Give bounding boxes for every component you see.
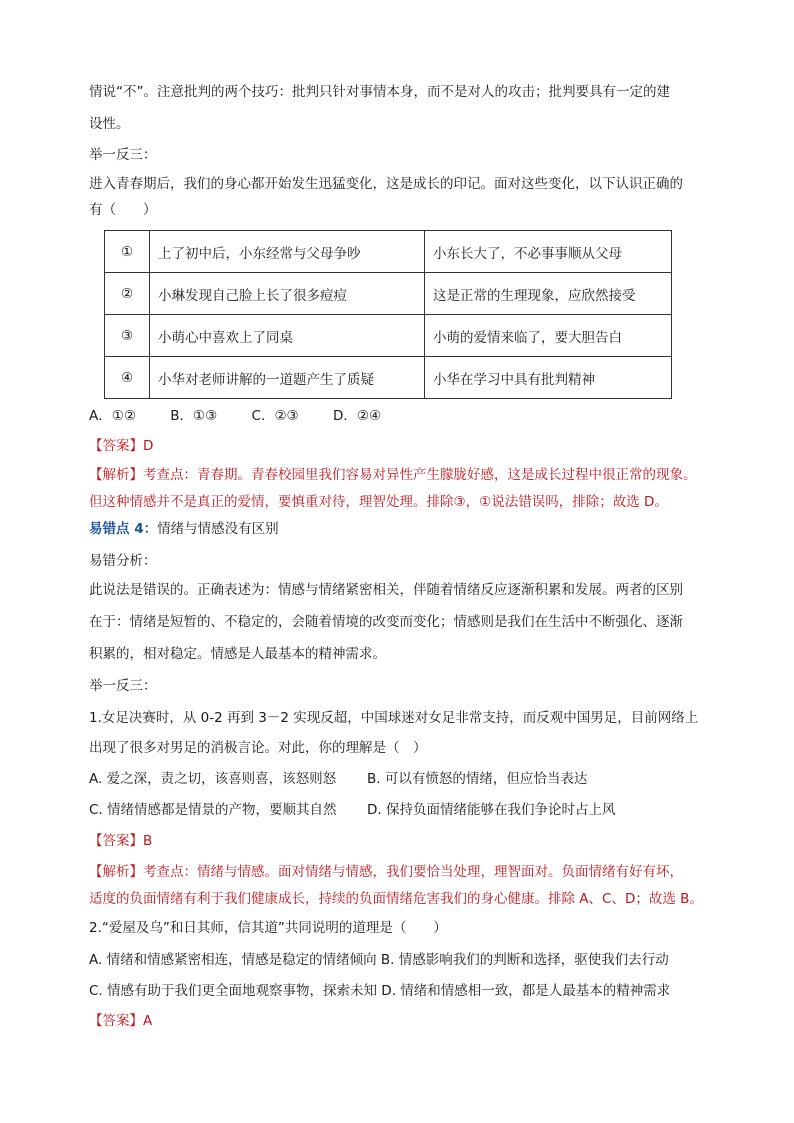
answer-value: D bbox=[143, 438, 154, 454]
question-line: 有（ ） bbox=[89, 202, 157, 218]
option-a: A．①② bbox=[89, 408, 136, 424]
paragraph-line: 积累的，相对稳定。情感是人最基本的精神需求。 bbox=[89, 646, 386, 662]
table-cell-situation: 上了初中后，小东经常与父母争吵 bbox=[150, 231, 425, 273]
question-line: 出现了很多对男足的消极言论。对此，你的理解是（ ） bbox=[89, 740, 427, 756]
answer-line bbox=[89, 831, 152, 851]
analysis-line: 但这种情感并不是真正的爱情，要慎重对待，理智处理。排除③，①说法错误吗，排除；故选 D。 bbox=[89, 494, 668, 510]
option-line bbox=[89, 769, 587, 789]
option-c: C. 情绪情感都是情景的产物，要顺其自然 bbox=[89, 802, 337, 818]
error-point-label: 易错点 4： bbox=[89, 521, 158, 537]
table-row bbox=[105, 231, 672, 273]
answer-tag: 【答案】 bbox=[89, 1013, 143, 1029]
table-cell-judgement: 小东长大了，不必事事顺从父母 bbox=[425, 231, 672, 273]
option-a: A. 爱之深，责之切，该喜则喜，该怒则怒 bbox=[89, 771, 337, 787]
analysis-tag: 【解析】 bbox=[89, 864, 143, 880]
table-cell-judgement: 小萌的爱情来临了，要大胆告白 bbox=[425, 315, 672, 357]
table-cell-num: ① bbox=[105, 231, 150, 273]
table-row bbox=[105, 273, 672, 315]
answer-tag: 【答案】 bbox=[89, 438, 143, 454]
table-row bbox=[105, 315, 672, 357]
option-line: A. 情绪和情感紧密相连，情感是稳定的情绪倾向 B. 情感影响我们的判断和选择，驱使我们去行动 bbox=[89, 952, 669, 968]
table-cell-judgement: 这是正常的生理现象，应欣然接受 bbox=[425, 273, 672, 315]
answer-tag: 【答案】 bbox=[89, 833, 143, 849]
error-point-text: 情绪与情感没有区别 bbox=[157, 521, 279, 537]
option-b: B．①③ bbox=[170, 408, 218, 424]
section-label: 举一反三： bbox=[89, 678, 157, 694]
question-line: 1.女足决赛时，从 0-2 再到 3－2 实现反超，中国球迷对女足非常支持，而反观中国男足，目前网络上 bbox=[89, 710, 699, 726]
analysis-text: 考查点：青春期。青春校园里我们容易对异性产生朦胧好感，这是成长过程中很正常的现象。 bbox=[143, 467, 697, 483]
option-d: D．②④ bbox=[332, 408, 382, 424]
option-d: D. 保持负面情绪能够在我们争论时占上风 bbox=[367, 802, 616, 818]
table-cell-num: ③ bbox=[105, 315, 150, 357]
option-b: B. 可以有愤怒的情绪，但应恰当表达 bbox=[367, 771, 588, 787]
answer-value: B bbox=[143, 833, 153, 849]
analysis-text: 考查点：情绪与情感。面对情绪与情感，我们要恰当处理，理智面对。负面情绪有好有坏， bbox=[143, 864, 683, 880]
option-c: C．②③ bbox=[251, 408, 299, 424]
table-cell-num: ④ bbox=[105, 357, 150, 399]
option-line bbox=[89, 800, 615, 820]
answer-options bbox=[89, 406, 411, 426]
table-cell-num: ② bbox=[105, 273, 150, 315]
analysis-line: 适度的负面情绪有利于我们健康成长，持续的负面情绪危害我们的身心健康。排除 A、C、D；故选 B。 bbox=[89, 891, 703, 907]
analysis-line bbox=[89, 465, 697, 485]
analysis-tag: 【解析】 bbox=[89, 467, 143, 483]
answer-line bbox=[89, 436, 153, 456]
answer-value: A bbox=[143, 1013, 153, 1029]
table-cell-situation: 小华对老师讲解的一道题产生了质疑 bbox=[150, 357, 425, 399]
error-point-heading bbox=[89, 519, 279, 539]
section-label: 举一反三： bbox=[89, 147, 157, 163]
table-cell-judgement: 小华在学习中具有批判精神 bbox=[425, 357, 672, 399]
question-line: 2.“爱屋及乌”和日其师，信其道”共同说明的道理是（ ） bbox=[89, 920, 447, 936]
option-line: C. 情感有助于我们更全面地观察事物，探索未知 D. 情绪和情感相一致，都是人最基本的精神需求 bbox=[89, 983, 671, 999]
section-label: 易错分析： bbox=[89, 553, 157, 569]
paragraph-line: 设性。 bbox=[89, 116, 130, 132]
paragraph-line: 在于：情绪是短暂的、不稳定的，会随着情境的改变而变化；情感则是我们在生活中不断强化、逐渐 bbox=[89, 614, 683, 630]
paragraph-line: 情说“不”。注意批判的两个技巧：批判只针对事情本身，而不是对人的攻击；批判要具有一定的建 bbox=[89, 84, 670, 100]
analysis-line bbox=[89, 862, 683, 882]
answer-line bbox=[89, 1011, 152, 1031]
question-line: 进入青春期后，我们的身心都开始发生迅猛变化，这是成长的印记。面对这些变化，以下认识正确的 bbox=[89, 176, 683, 192]
table-cell-situation: 小琳发现自己脸上长了很多痘痘 bbox=[150, 273, 425, 315]
paragraph-line: 此说法是错误的。正确表述为：情感与情绪紧密相关，伴随着情绪反应逐渐积累和发展。两者的区别 bbox=[89, 582, 683, 598]
table-row bbox=[105, 357, 672, 399]
table-cell-situation: 小萌心中喜欢上了同桌 bbox=[150, 315, 425, 357]
statement-table bbox=[104, 230, 672, 399]
